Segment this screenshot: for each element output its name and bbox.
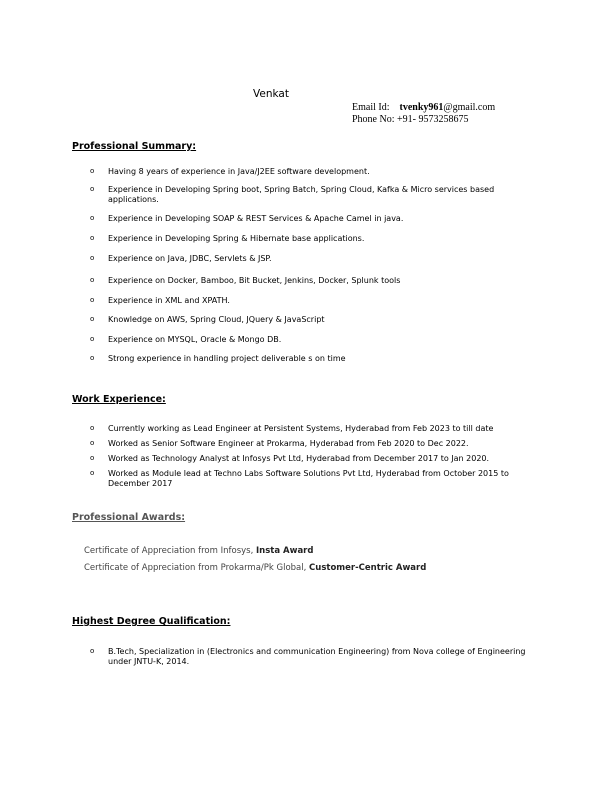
bullet-icon: o — [90, 315, 95, 323]
award-name: Insta Award — [255, 546, 314, 556]
bullet-icon: o — [90, 167, 95, 175]
work-heading: Work Experience: — [72, 394, 166, 405]
bullet-icon: o — [90, 214, 95, 222]
education-heading: Highest Degree Qualification: — [72, 616, 231, 627]
award-name: Customer-Centric Award — [309, 563, 427, 573]
email-user: tvenky961 — [399, 102, 444, 113]
summary-heading: Professional Summary: — [72, 141, 197, 152]
bullet-icon: o — [90, 424, 95, 432]
bullet-icon: o — [90, 454, 95, 462]
email-line — [352, 102, 495, 113]
bullet-icon: o — [90, 185, 95, 193]
award-item: Certificate of Appreciation from Prokarma/Pk Global, Customer-Centric Award — [84, 563, 427, 573]
bullet-icon: o — [90, 296, 95, 304]
bullet-icon: o — [90, 439, 95, 447]
award-item: Certificate of Appreciation from Infosys, Insta Award — [84, 546, 314, 556]
email-domain: @gmail.com — [443, 102, 496, 113]
bullet-icon: o — [90, 354, 95, 362]
email-label: Email Id: — [352, 102, 390, 113]
phone-line — [352, 114, 468, 125]
bullet-icon: o — [90, 335, 95, 343]
bullet-icon: o — [90, 276, 95, 284]
bullet-icon: o — [90, 469, 95, 477]
bullet-icon: o — [90, 647, 95, 655]
phone-value: +91- 9573258675 — [397, 114, 469, 125]
bullet-icon: o — [90, 234, 95, 242]
candidate-name: Venkat — [253, 88, 289, 100]
awards-heading: Professional Awards: — [72, 512, 186, 523]
phone-label: Phone No: — [352, 114, 395, 125]
bullet-icon: o — [90, 254, 95, 262]
